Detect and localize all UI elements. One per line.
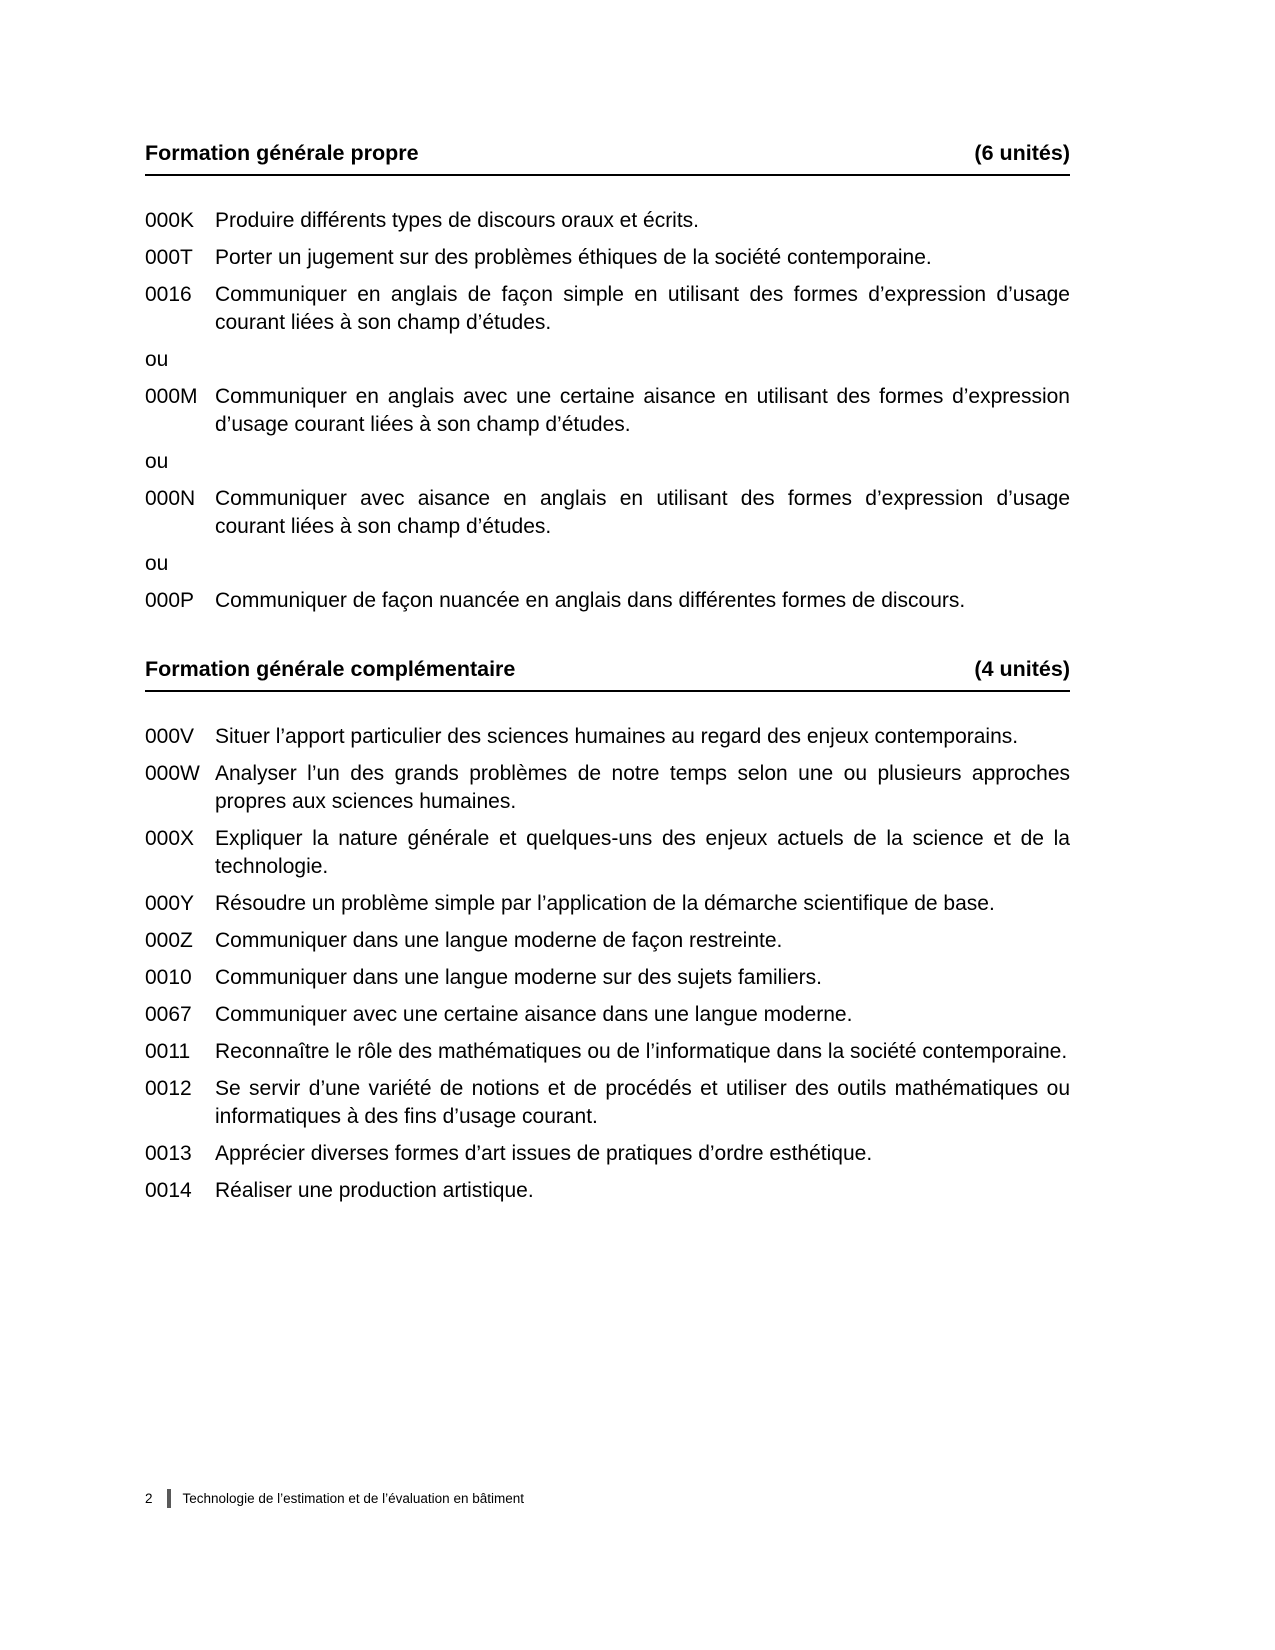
competency-item [145,383,1070,439]
competency-item [145,890,1070,918]
competency-item [145,760,1070,816]
competency-item [145,587,1070,615]
page-number: 2 [145,1491,153,1506]
competency-text: Communiquer de façon nuancée en anglais dans différentes formes de discours. [215,589,966,612]
section-units: (6 unités) [974,141,1070,165]
competency-text: Porter un jugement sur des problèmes éthiques de la société contemporaine. [215,246,932,269]
page-footer [145,1489,524,1508]
competency-text: Expliquer la nature générale et quelques-uns des enjeux actuels de la science et de la technologie. [215,827,1070,878]
document-section [145,141,1070,615]
competency-code: 0067 [145,1003,192,1026]
competency-text: Communiquer avec aisance en anglais en utilisant des formes d’expression d’usage courant liées à son champ d’études. [215,487,1070,538]
section-title: Formation générale propre [145,141,419,165]
competency-code: 000Y [145,892,195,915]
competency-text: Se servir d’une variété de notions et de procédés et utiliser des outils mathématiques ou informatiques à des fins d’usage courant. [215,1077,1070,1128]
competency-list [145,207,1070,615]
competency-item [145,485,1070,541]
competency-code: 0010 [145,966,192,989]
competency-code: 000T [145,246,193,269]
competency-code: 000X [145,827,195,850]
competency-code: 0014 [145,1179,192,1202]
section-header [145,141,1070,176]
competency-code: 000Z [145,929,193,952]
competency-code: 000M [145,385,198,408]
competency-text: Communiquer en anglais avec une certaine aisance en utilisant des formes d’expression d’usage courant liées à son champ d’études. [215,385,1070,436]
competency-text: Communiquer dans une langue moderne sur des sujets familiers. [215,966,822,989]
competency-text: Apprécier diverses formes d’art issues de pratiques d’ordre esthétique. [215,1142,873,1165]
page-content [145,141,1070,1247]
or-separator: ou [145,348,169,371]
competency-text: Communiquer dans une langue moderne de façon restreinte. [215,929,783,952]
competency-text: Communiquer avec une certaine aisance dans une langue moderne. [215,1003,853,1026]
competency-code: 000W [145,762,200,785]
footer-divider-bar [167,1489,171,1508]
competency-item [145,1001,1070,1029]
competency-text: Situer l’apport particulier des sciences humaines au regard des enjeux contemporains. [215,725,1019,748]
section-units: (4 unités) [974,657,1070,681]
competency-code: 0011 [145,1040,191,1063]
competency-item [145,1038,1070,1066]
competency-code: 000V [145,725,195,748]
or-separator: ou [145,552,169,575]
section-header [145,657,1070,692]
competency-text: Reconnaître le rôle des mathématiques ou de l’informatique dans la société contemporaine. [215,1040,1068,1063]
competency-code: 0016 [145,283,192,306]
competency-code: 000P [145,589,195,612]
competency-text: Produire différents types de discours oraux et écrits. [215,209,700,232]
competency-text: Réaliser une production artistique. [215,1179,534,1202]
competency-code: 0013 [145,1142,192,1165]
competency-code: 0012 [145,1077,192,1100]
section-title: Formation générale complémentaire [145,657,516,681]
competency-item [145,244,1070,272]
competency-item [145,1140,1070,1168]
competency-item [145,1075,1070,1131]
competency-text: Communiquer en anglais de façon simple en utilisant des formes d’expression d’usage courant liées à son champ d’études. [215,283,1070,334]
footer-document-title: Technologie de l’estimation et de l’évaluation en bâtiment [182,1491,524,1506]
competency-item [145,825,1070,881]
competency-item [145,927,1070,955]
competency-text: Analyser l’un des grands problèmes de notre temps selon une ou plusieurs approches propres aux sciences humaines. [215,762,1070,813]
competency-item [145,1177,1070,1205]
competency-list [145,723,1070,1205]
competency-code: 000K [145,209,195,232]
competency-text: Résoudre un problème simple par l’application de la démarche scientifique de base. [215,892,995,915]
or-separator: ou [145,450,169,473]
competency-item [145,281,1070,337]
competency-item [145,723,1070,751]
competency-item [145,207,1070,235]
document-section [145,657,1070,1205]
competency-code: 000N [145,487,196,510]
competency-item [145,964,1070,992]
